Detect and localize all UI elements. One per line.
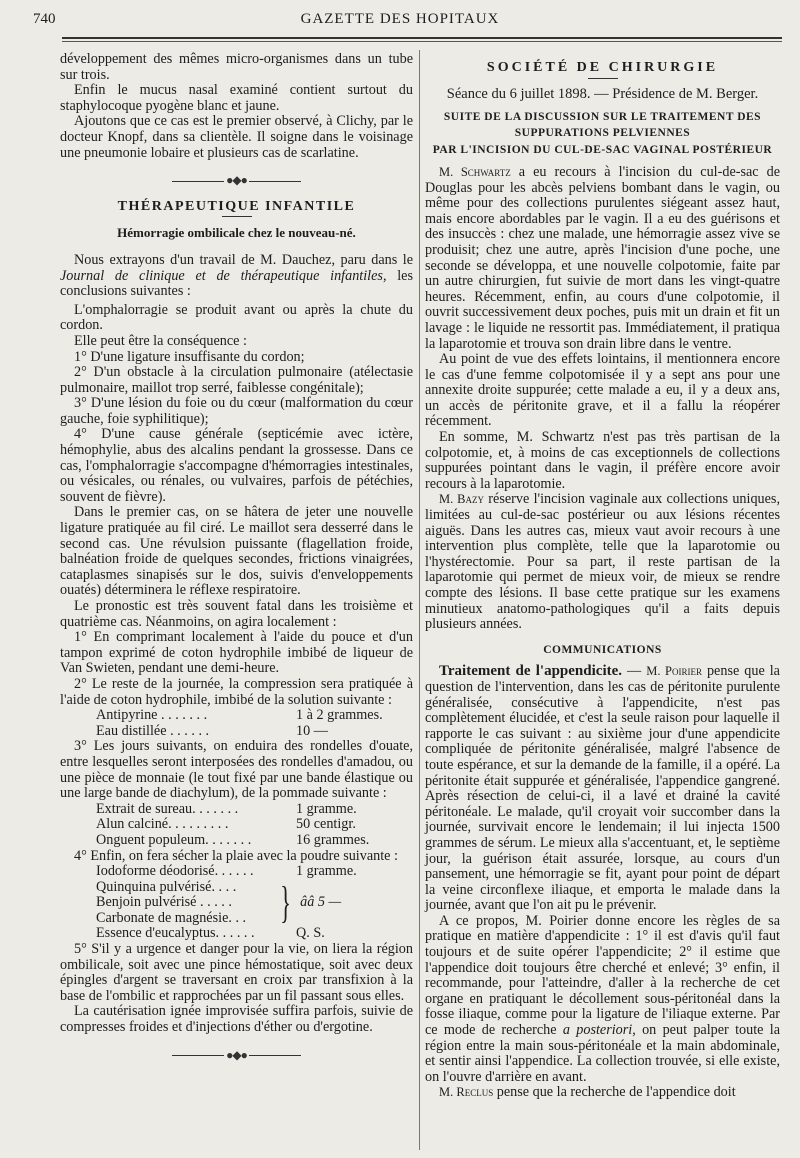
recipe-poudre [96,864,413,942]
paragraph: M. Schwartz a eu recours à l'incision du cul-de-sac de Douglas pour les abcès pelviens bombant dans le vagin, ou même pour des collections purulentes siégeant assez haut, mais encore abordables par le vagin. Il a eu des guérisons et des insuccès : chez une malade, une hémorragie assez vive se produisit; chez une autre, après l'incision d'une poche, une seconde se développa, et une nouvelle colpotomie, faite par un autre chirurgien, fut suivie de mort dans les vingt-quatre heures. Récemment, enfin, au cours d'une colpotomie, il ouvrit successivement deux poches, puis mit un drain et fit un lavage : le liquide ne ressortit pas. Immédiatement, il pratiqua la laparotomie et trouva son drain libre dans le ventre. [425,163,780,352]
paragraph: M. Reclus pense que la recherche de l'appendice doit [439,1084,736,1101]
paragraph: 5° S'il y a urgence et danger pour la vie, on liera la région ombilicale, soit avec une pince hémostatique, soit avec deux épingles d'argent se traversant en croix par transfixion à la base de l'ombilic et rapprochées par un fil passant sous elles. [60,941,413,1004]
paragraph: 2° D'un obstacle à la circulation pulmonaire (atélectasie pulmonaire, maillot trop serré, faiblesse congénitale); [60,364,413,396]
speaker-name: M. Poirier [646,664,702,679]
recipe-row: Eau distillée . . . . . . 10 — [96,722,328,739]
recipe-row: Benjoin pulvérisé . . . . . [96,894,232,911]
paragraph: Le pronostic est très souvent fatal dans les troisième et quatrième cas. Néanmoins, on agira localement : [60,598,413,630]
paragraph: 1° En comprimant localement à l'aide du pouce et d'un tampon exprimé de coton hydrophile imbibé de liqueur de Van Swieten, pendant une demi-heure. [60,629,413,677]
page-number: 740 [33,11,56,27]
recipe-row: Quinquina pulvérisé. . . . [96,878,237,895]
paragraph: Enfin le mucus nasal examiné contient surtout du staphylocoque pyogène blanc et jaune. [60,82,413,114]
section-title-therapeutique: THÉRAPEUTIQUE INFANTILE [117,198,356,214]
recipe-row: Alun calciné. . . . . . . . . 50 centigr. [96,816,356,833]
speaker-name: M. Schwartz [439,164,511,179]
left-column [60,52,413,1158]
paragraph: développement des mêmes micro-organismes dans un tube sur trois. [60,51,413,83]
paragraph: 4° D'une cause générale (septicémie avec ictère, hémophylie, abus des alcalins pendant la grossesse. Dans ce cas, l'omphalorragie s'accompagne d'hémorragies intestinales, ou vésicales, ou rénales, ou vulvaires, parfois de pétéchies, souvent de fièvre). [60,426,413,505]
paragraph: Dans le premier cas, on se hâtera de jeter une nouvelle ligature pratiquée au fil ciré. Le maillot sera desserré dans le second cas. Une révulsion puissante (flagellation froide, balnéation froide de quelques secondes, frictions vinaigrées, cataplasmes sinapisés sur le dos, suivis d'enveloppements ouatés) déterminera le réflexe respiratoire. [60,504,413,599]
title-rule [588,78,618,79]
discussion-heading-2: PAR L'INCISION DU CUL-DE-SAC VAGINAL POSTÉRIEUR [432,144,773,157]
journal-title: Journal de clinique et de thérapeutique infantiles [60,267,383,284]
paragraph: 3° D'une lésion du foie ou du cœur (malformation du cœur gauche, foie syphilitique); [60,395,413,427]
recipe-row: Carbonate de magnésie. . . [96,909,247,926]
header-rule-thin [62,41,782,42]
running-title: GAZETTE DES HOPITAUX [300,11,500,27]
paragraph: Elle peut être la conséquence : [74,332,247,349]
speaker-name: M. Bazy [439,492,484,507]
fleuron-divider: ●◆● [60,173,413,189]
seance-line: Séance du 6 juillet 1898. — Présidence de M. Berger. [446,85,759,102]
paragraph: 1° D'une ligature insuffisante du cordon; [74,348,305,365]
paragraph: Au point de vue des effets lointains, il mentionnera encore le cas d'une femme colpotomisée il y a sept ans pour une annexite droite suppurée; cette malade a eu, il y a deux ans, un accès de péritonite grave, et il a fallu la réopérer récemment. [425,351,780,430]
paragraph: Traitement de l'appendicite. — M. Poirier pense que la question de l'intervention, dans les cas de péritonite purulente généralisée, consécutive à l'appendicite, n'est pas complètement élucidée, et c'est la seule raison pour laquelle il rapporte le cas suivant : au sixième jour d'une appendicite compliquée de péritonite généralisée, malgré l'absence de toute espérance, et sur la demande de la famille, il a opéré. La péritonite était suppurée et généralisée, l'appendice gangrené. Après résection de celui-ci, il a lavé et drainé la cavité péritonéale. Le malade, qu'il croyait voir succomber dans la journée, survivait encore le lendemain; il lui injecta 1500 grammes de sérum. Le mieux alla s'accentuant, et, le septième jour, la guérison était assurée, lorsque, au cours d'un pansement, une hémorragie se fit, ayant pour point de départ la veine circonflexe iliaque, et emporta le malade dans la journée, avant que l'on ait pu le prévenir. [425,663,780,914]
recipe-row: Iodoforme déodorisé. . . . . . 1 gramme. [96,863,357,880]
paragraph: 3° Les jours suivants, on enduira des rondelles d'ouate, entre lesquelles seront interposées des rondelles d'amadou, ou une pièce de monnaie (le tout fixé par une bande élastique ou une large bande de diachylum), de la pommade suivante : [60,738,413,802]
paragraph: M. Bazy réserve l'incision vaginale aux collections uniques, limitées au cul-de-sac postérieur ou aux lésions récentes aiguës. Dans les autres cas, mieux vaut avoir recours à une intervention plus complète, telle que la laparotomie ou l'hystérectomie. Pour sa part, il reste partisan de la laparotomie qui permet de mieux voir, de mieux se rendre compte des lésions. Il base cette pratique sur les examens minutieux anatomo-pathologiques qu'il a faits depuis plusieurs années. [425,491,781,633]
recipe-row: Onguent populeum. . . . . . . 16 grammes. [96,831,370,848]
paragraph: 4° Enfin, on fera sécher la plaie avec la poudre suivante : [74,847,398,864]
paragraph: L'omphalorragie se produit avant ou après la chute du cordon. [60,301,413,334]
article-subtitle: Hémorragie ombilicale chez le nouveau-né. [117,225,356,241]
paragraph: A ce propos, M. Poirier donne encore les règles de sa pratique en matière d'appendicite : 1° il est d'avis qu'il faut toujours et de suite opérer l'appendicite; 2° il estime que l'appendice doit toujours être cherché et enlevé; 3° enfin, il recommande, pour l'atteindre, d'aller à la recherche de cet organe en pratiquant le décollement sous-péritonéal dans la fosse iliaque, comme pour la ligature de l'iliaque externe. Par ce mode de recherche a posteriori, on peut palper toute la région entre la main sous-péritonéale et la main abdominale, et sentir ainsi l'appendice. La collection trouvée, si elle existe, on l'ouvre d'arrière en avant. [425,912,780,1085]
title-rule [222,216,252,217]
recipe-brace-qty: ââ 5 — [300,894,342,911]
recipe-brace-group [96,880,413,927]
right-column [425,52,780,1158]
paragraph: En somme, M. Schwartz n'est pas très partisan de la colpotomie, et, à moins de cas exceptionnels de collections suppurées pointant dans le vagin, il préfère encore avoir recours à la laparotomie. [425,429,780,492]
paragraph: Ajoutons que ce cas est le premier observé, à Clichy, par le docteur Knopf, dans sa clientèle. Il soigne dans le voisinage une pneumonie lobaire et plusieurs cas de scarlatine. [60,113,413,161]
header-rule [62,37,782,39]
recipe-pommade [96,802,413,849]
paragraph: La cautérisation ignée improvisée suffira parfois, suivie de compresses froides et d'injections d'éther ou d'ergotine. [60,1003,413,1036]
section-title-societe: SOCIÉTÉ DE CHIRURGIE [486,60,719,75]
fleuron-divider: ●◆● [60,1048,413,1064]
recipe-row: Antipyrine . . . . . . . 1 à 2 grammes. [96,707,383,724]
brace-glyph: } [280,878,291,928]
column-divider [419,50,420,1150]
discussion-heading: SUITE DE LA DISCUSSION SUR LE TRAITEMENT DES SUPPURATIONS PELVIENNES [443,111,762,139]
article-lead: Traitement de l'appendicite. [439,663,623,680]
communications-heading: COMMUNICATIONS [543,643,662,656]
paragraph: 2° Le reste de la journée, la compression sera pratiquée à l'aide de coton hydrophile, imbibé de la solution suivante : [60,675,413,708]
recipe-row: Essence d'eucalyptus. . . . . . Q. S. [96,925,325,942]
recipe-row: Extrait de sureau. . . . . . . 1 gramme. [96,800,357,817]
recipe-antipyrine [96,708,413,739]
paragraph: Nous extrayons d'un travail de M. Dauchez, paru dans le Journal de clinique et de thérapeutique infantiles, les conclusions suivantes : [60,251,414,300]
speaker-name: M. Reclus [439,1085,494,1100]
